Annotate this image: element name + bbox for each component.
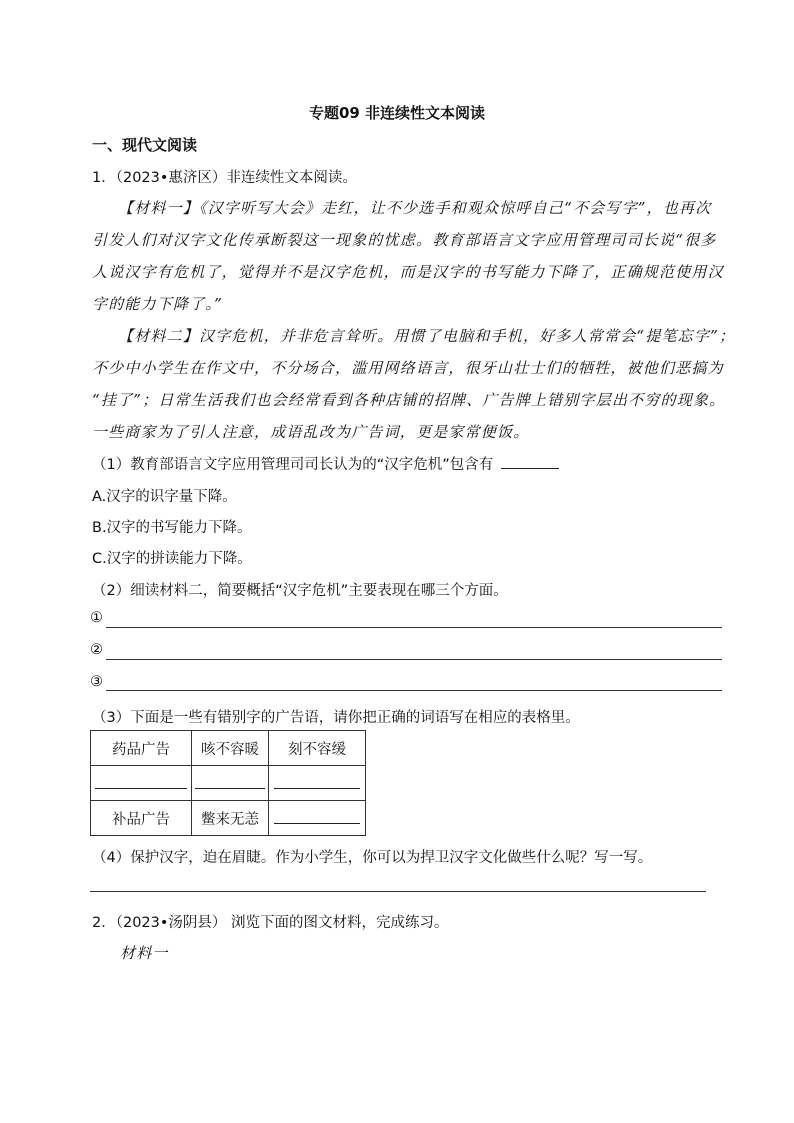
document-title: 专题09 非连续性文本阅读 (308, 104, 486, 122)
section-heading: 一、现代文阅读 (92, 136, 198, 154)
answer-marker-1: ① (90, 610, 103, 626)
sub-question-4: （4）保护汉字，迫在眉睫。作为小学生，你可以为捍卫汉字文化做些什么呢？写一写。 (92, 850, 653, 866)
option-a: A.汉字的识字量下降。 (92, 489, 237, 505)
answer-marker-3: ③ (90, 674, 103, 690)
table-row (91, 801, 366, 836)
material-1-line: 【材料一】《汉字听写大会》走红，让不少选手和观众惊呼自己“不会写字”，也再次 (118, 199, 712, 217)
table-row (91, 766, 366, 801)
material-1-line: 人说汉字有危机了，觉得并不是汉字危机，而是汉字的书写能力下降了，正确规范使用汉 (92, 263, 724, 281)
sub-question-3: （3）下面是一些有错别字的广告语，请你把正确的词语写在相应的表格里。 (92, 710, 580, 726)
material-1-line: 字的能力下降了。” (92, 295, 223, 313)
material-1-line: 引发人们对汉字文化传承断裂这一现象的忧虑。教育部语言文字应用管理司司长说“很多 (92, 231, 717, 249)
table-cell (91, 766, 192, 801)
table-cell: 药品广告 (91, 731, 192, 766)
question-2-header: 2．（2023•汤阴县） 浏览下面的图文材料，完成练习。 (92, 915, 449, 931)
ad-correction-table (90, 730, 366, 836)
answer-blank[interactable] (195, 774, 265, 789)
answer-line[interactable] (106, 627, 722, 628)
table-cell (192, 766, 269, 801)
material-2-line: 一些商家为了引人注意，成语乱改为广告词，更是家常便饭。 (92, 423, 530, 441)
option-b: B.汉字的书写能力下降。 (92, 520, 252, 536)
answer-line[interactable] (106, 659, 722, 660)
sub-question-2: （2）细读材料二，简要概括“汉字危机”主要表现在哪三个方面。 (92, 583, 508, 599)
option-c: C.汉字的拼读能力下降。 (92, 551, 252, 567)
answer-marker-2: ② (90, 642, 103, 658)
material-2-line: 【材料二】汉字危机，并非危言耸听。用惯了电脑和手机，好多人常常会“提笔忘字”； (118, 327, 736, 345)
table-cell: 刻不容缓 (269, 731, 366, 766)
table-row (91, 731, 366, 766)
answer-blank[interactable] (95, 774, 187, 789)
answer-line[interactable] (90, 891, 706, 892)
sub-question-1-text: （1）教育部语言文字应用管理司司长认为的“汉字危机”包含有 (92, 457, 494, 473)
table-cell: 补品广告 (91, 801, 192, 836)
answer-blank[interactable] (501, 454, 559, 469)
material-label: 材料一 (120, 944, 169, 962)
table-cell (269, 801, 366, 836)
answer-blank[interactable] (274, 774, 360, 789)
table-cell (269, 766, 366, 801)
question-1-header: 1．（2023•惠济区）非连续性文本阅读。 (92, 170, 357, 186)
material-2-line: 不少中小学生在作文中，不分场合，滥用网络语言，很牙山壮士们的牺牲，被他们恶搞为 (92, 359, 724, 377)
table-cell: 咳不容暖 (192, 731, 269, 766)
material-2-line: “挂了”；日常生活我们也会经常看到各种店铺的招牌、广告牌上错别字层出不穷的现象。 (92, 391, 726, 409)
answer-line[interactable] (106, 690, 722, 691)
table-cell: 鳖来无恙 (192, 801, 269, 836)
sub-question-1 (92, 453, 559, 474)
answer-blank[interactable] (274, 809, 360, 824)
